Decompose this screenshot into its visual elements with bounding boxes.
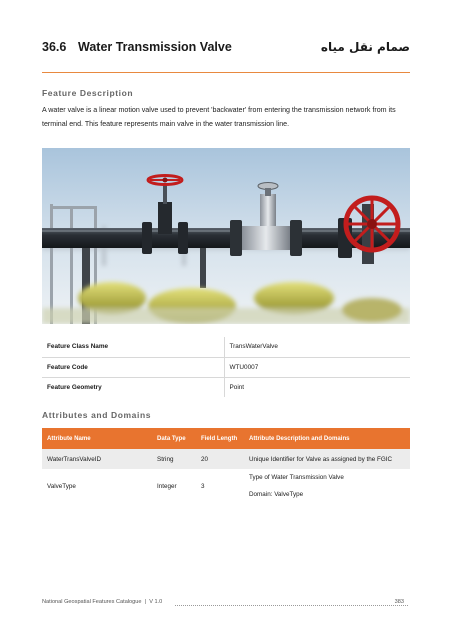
attributes-table xyxy=(42,428,410,503)
feature-code-label: Feature Code xyxy=(42,357,224,377)
feature-class-name-value: TransWaterValve xyxy=(224,337,410,357)
data-type-cell: String xyxy=(152,449,196,469)
feature-code-value: WTU0007 xyxy=(224,357,410,377)
section-header xyxy=(42,40,410,60)
table-header-row xyxy=(42,428,410,449)
feature-description-text: A water valve is a linear motion valve used to prevent 'backwater' from entering the transmission network from its terminal end. This feature represents main valve in the water transmission line. xyxy=(42,106,396,128)
valve-photo xyxy=(42,148,410,324)
description-line: Domain: ValveType xyxy=(249,491,304,498)
column-header-field-length: Field Length xyxy=(196,428,244,449)
section-arabic-title: صمام نقل مياه xyxy=(320,40,410,54)
column-header-attribute-name: Attribute Name xyxy=(42,428,152,449)
description-line: Type of Water Transmission Valve xyxy=(249,474,344,481)
header-divider xyxy=(42,72,410,73)
feature-class-name-label: Feature Class Name xyxy=(42,337,224,357)
field-length-cell: 20 xyxy=(196,449,244,469)
footer-separator: | xyxy=(144,599,147,605)
field-length-cell: 3 xyxy=(201,482,205,490)
feature-geometry-label: Feature Geometry xyxy=(42,377,224,397)
table-row xyxy=(42,377,410,397)
section-title: Water Transmission Valve xyxy=(78,40,232,54)
data-type-cell: Integer xyxy=(157,482,177,490)
table-row xyxy=(42,337,410,357)
table-row xyxy=(42,357,410,377)
page-footer xyxy=(42,599,412,609)
feature-geometry-value: Point xyxy=(229,383,245,391)
section-number: 36.6 xyxy=(42,40,67,54)
description-cell: Unique Identifier for Valve as assigned by the FGIC xyxy=(244,449,410,469)
feature-description-heading: Feature Description xyxy=(42,88,134,98)
table-row xyxy=(42,449,410,469)
page-number: 383 xyxy=(394,599,404,605)
attribute-name-cell: ValveType xyxy=(47,482,76,490)
column-header-data-type: Data Type xyxy=(152,428,196,449)
footer-catalogue: National Geospatial Features Catalogue xyxy=(42,599,142,605)
attribute-name-cell: WaterTransValveID xyxy=(42,449,152,469)
footer-left xyxy=(42,599,162,605)
table-row xyxy=(42,469,410,503)
description-cell xyxy=(244,469,410,503)
column-header-description: Attribute Description and Domains xyxy=(244,428,410,449)
footer-dotted-leader xyxy=(175,605,408,606)
attributes-heading: Attributes and Domains xyxy=(42,410,152,420)
footer-version: V 1.0 xyxy=(149,599,163,605)
feature-info-table xyxy=(42,337,410,397)
